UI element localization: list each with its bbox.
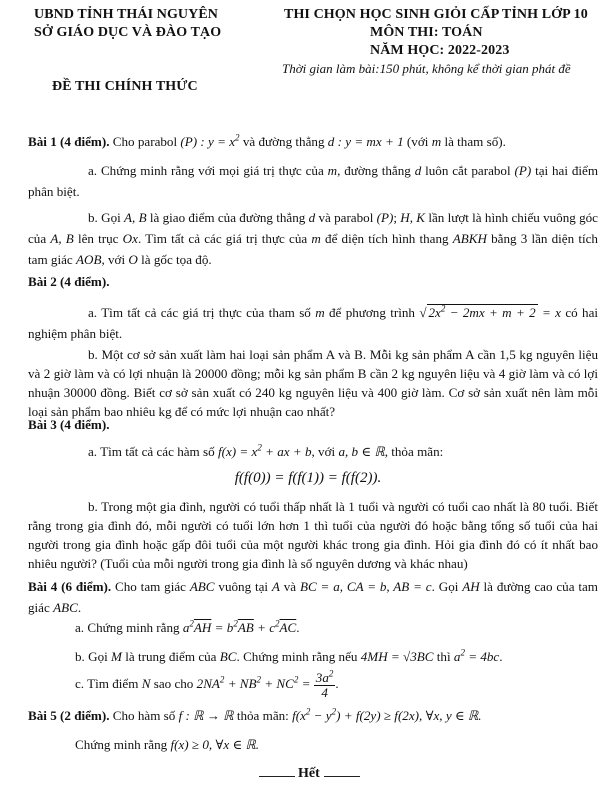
problem-4-intro: Bài 4 (6 điểm). Cho tam giác ABC vuông tại A và BC = a, CA = b, AB = c. Gọi AH là đường cao của tam giác ABC. [28,579,598,615]
department-name: SỞ GIÁO DỤC VÀ ĐÀO TẠO [34,25,222,40]
problem-1a: a. Chứng minh rằng với mọi giá trị thực của m, đường thẳng d luôn cắt parabol (P) tại hai điểm phân biệt. [28,163,599,199]
problem-2b: b. Một cơ sở sản xuất làm hai loại sản phẩm A và B. Mỗi kg sản phẩm A cần 1,5 kg nguyên liệu và 2 giờ làm và có lợi nhuận là 20000 đồng; mỗi kg sản phẩm B cần 2 kg nguyên liệu và 4 giờ làm và có lợi nhuận 30000 đồng. Biết cơ sở sản xuất có 240 kg nguyên liệu và 400 giờ làm. Cơ sở sản xuất nên làm mỗi loại sản phẩm bao nhiêu kg để có mức lợi nhuận cao nhất? [28,347,598,419]
end-marker: Hết [298,766,320,781]
problem-2-title: Bài 2 (4 điểm). [28,274,110,289]
problem-1-intro: Bài 1 (4 điểm). Cho parabol (P) : $y = x^2$ và đường thẳng d : y = mx + 1 (với m là tham số). [28,132,506,149]
province-name: UBND TỈNH THÁI NGUYÊN [34,7,219,22]
footer-rule-right [324,776,360,777]
problem-1-title: Bài 1 (4 điểm). [28,134,110,149]
official-exam-label: ĐỀ THI CHÍNH THỨC [52,79,198,94]
time-limit: Thời gian làm bài:150 phút, không kể thời gian phát đề [282,61,571,76]
problem-4b: b. Gọi M là trung điểm của BC. Chứng minh rằng nếu 4MH = √3BC thì $a^2 = 4bc$. [75,647,503,664]
problem-3-title: Bài 3 (4 điểm). [28,417,110,432]
problem-4a: a. Chứng minh rằng $a^2\overline{AH} = b^2\overline{AB} + c^2\overline{AC}$. [75,618,300,635]
problem-3a: a. Tìm tất cả các hàm số $f(x) = x^2$ + ax + b, với a, b ∈ ℝ, thỏa mãn: [88,442,444,459]
subject-label: MÔN THI: TOÁN [370,25,483,40]
problem-4-title: Bài 4 (6 điểm). [28,579,112,594]
exam-title: THI CHỌN HỌC SINH GIỎI CẤP TỈNH LỚP 10 [284,7,588,22]
problem-1b: b. Gọi A, B là giao điểm của đường thẳng d và parabol (P); H, K lần lượt là hình chiếu vuông góc của A, B lên trục Ox. Tìm tất cả các giá trị thực của m để diện tích hình thang ABKH bằng 3 lần diện tích tam giác AOB, với O là gốc tọa độ. [28,210,598,267]
problem-3b: b. Trong một gia đình, người có tuổi thấp nhất là 1 tuổi và người có tuổi cao nhất là 80 tuổi. Biết rằng trong gia đình đó, mỗi người có tuổi lớn hơn 1 thì tuổi của người đó hoặc bằng tổng số tuổi của hai người trong gia đình hoặc gấp đôi tuổi của một người khác trong gia đình. Hỏi gia đình đó có ít nhất bao nhiêu người? (Tuổi của mỗi người trong gia đình là số nguyên dương và khác nhau) [28,499,598,571]
problem-5-intro: Bài 5 (2 điểm). Cho hàm số f : ℝ → ℝ thỏa mãn: $f(x^2 - y^2) + f(2y) \ge f(2x)$, ∀x, y ∈ ℝ. [28,706,482,723]
school-year: NĂM HỌC: 2022-2023 [370,43,510,58]
problem-3a-equation: f(f(0)) = f(f(1)) = f(f(2)). [234,470,382,486]
problem-5-title: Bài 5 (2 điểm). [28,708,110,723]
problem-5-prove: Chứng minh rằng f(x) ≥ 0, ∀x ∈ ℝ. [75,737,260,752]
problem-2a: a. Tìm tất cả các giá trị thực của tham số m để phương trình √ $2x^2 - 2mx + m + 2 = x$ có hai nghiệm phân biệt. [28,303,599,341]
problem-4c: c. Tìm điểm N sao cho $2NA^2 + NB^2 + NC^2$ = $\frac{3a^2}{4}$. [75,668,339,700]
footer-rule-left [259,776,295,777]
